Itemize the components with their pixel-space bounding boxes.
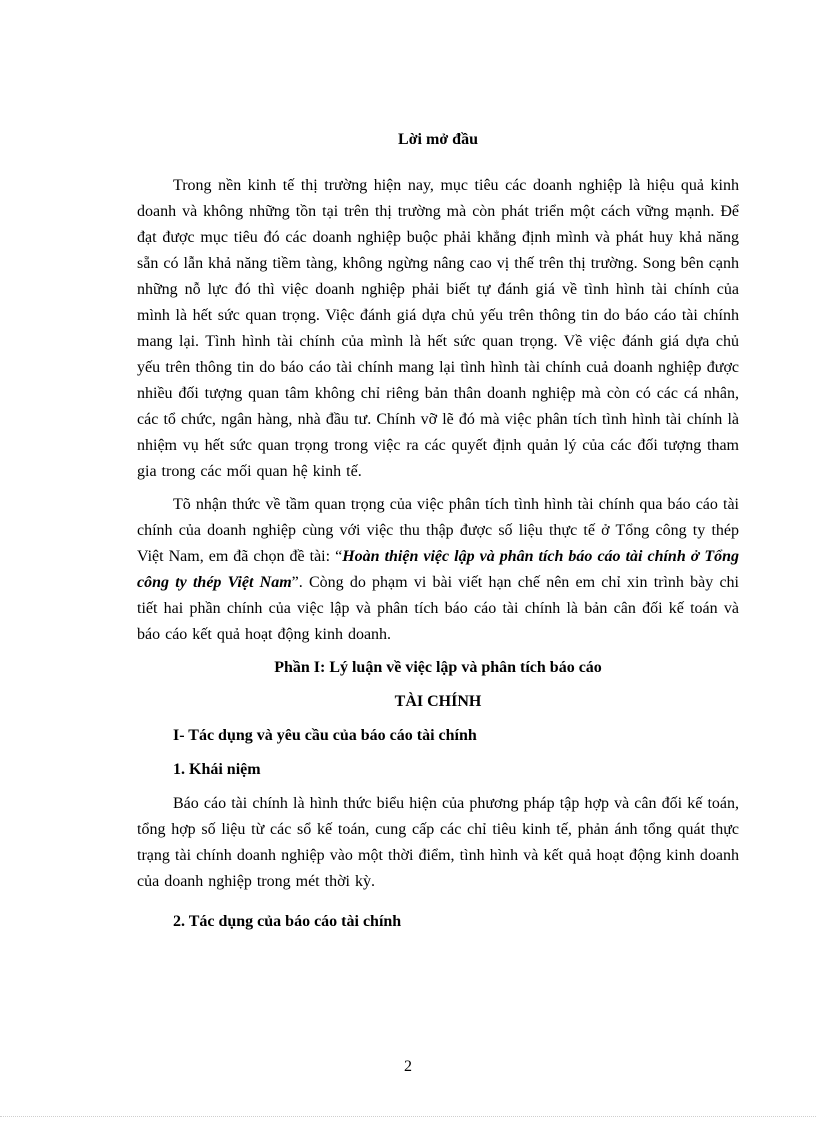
subsection-2-heading: 2. Tác dụng của báo cáo tài chính (173, 913, 402, 930)
subsection-1-paragraph: Báo cáo tài chính là hình thức biểu hiện của phương pháp tập hợp và cân đối kế toán, tổng hợp số liệu từ các sổ kế toán, cung cấp các chỉ tiêu kinh tế, phản ánh tổng quát thực trạng tài chính doanh nghiệp vào một thời điểm, tình hình và kết quả hoạt động kinh doanh của doanh nghiệp trong mét thời kỳ. (137, 795, 739, 890)
intro-paragraph-1: Trong nền kinh tế thị trường hiện nay, mục tiêu các doanh nghiệp là hiệu quả kinh doanh và không những tồn tại trên thị trường mà còn phát triển một cách vững mạnh. Để đạt được mục tiêu đó các doanh nghiệp buộc phải khẳng định mình và phát huy khả năng sẵn có lẫn khả năng tiềm tàng, không ngừng nâng cao vị thế trên thị trường. Song bên cạnh những nỗ lực đó thì việc doanh nghiệp phải biết tự đánh giá về tình hình tài chính của mình là hết sức quan trọng. Việc đánh giá dựa chủ yếu trên thông tin do báo cáo tài chính mang lại. Tình hình tài chính của mình là hết sức quan trọng. Về việc đánh giá dựa chủ yếu trên thông tin do báo cáo tài chính mang lại tình hình tài chính cuả doanh nghiệp được nhiều đối tượng quan tâm không chỉ riêng bản thân doanh nghiệp mà còn có các cá nhân, các tổ chức, ngân hàng, nhà đầu tư. Chính vỡ lẽ đó mà việc phân tích tình hình tài chính là nhiệm vụ hết sức quan trọng trong việc ra các quyết định quản lý của các đối tượng tham gia trong các mối quan hệ kinh tế. (137, 177, 739, 480)
intro-paragraph-2-before: Tõ nhận thức về tầm quan trọng của việc phân tích tình hình tài chính qua báo cáo tài chính của doanh nghiệp cùng với việc thu thập được số liệu thực tế ở Tổng công ty thép Việt Nam, em đã chọn đề tài: “ (137, 496, 739, 565)
part-heading-line-2: TÀI CHÍNH (394, 693, 482, 710)
thesis-topic-title: Hoàn thiện việc lập và phân tích báo cáo tài chính ở Tổng công ty thép Việt Nam (137, 548, 740, 591)
part-heading-line-1: Phần I: Lý luận về việc lập và phân tích báo cáo (274, 659, 602, 676)
intro-paragraph-2 (137, 492, 739, 648)
page-number: 2 (404, 1058, 412, 1075)
document-title: Lời mở đầu (398, 131, 478, 148)
page-bottom-divider (0, 1116, 816, 1117)
intro-paragraph-2-after: ”. Còng do phạm vi bài viết hạn chế nên em chỉ xin trình bày chi tiết hai phần chính của việc lập và phân tích báo cáo tài chính là bản cân đối kế toán và báo cáo kết quả hoạt động kinh doanh. (137, 574, 739, 643)
page-content (137, 127, 739, 943)
subsection-1-heading: 1. Khái niệm (173, 761, 261, 778)
section-heading: I- Tác dụng và yêu cầu của báo cáo tài chính (173, 727, 477, 744)
